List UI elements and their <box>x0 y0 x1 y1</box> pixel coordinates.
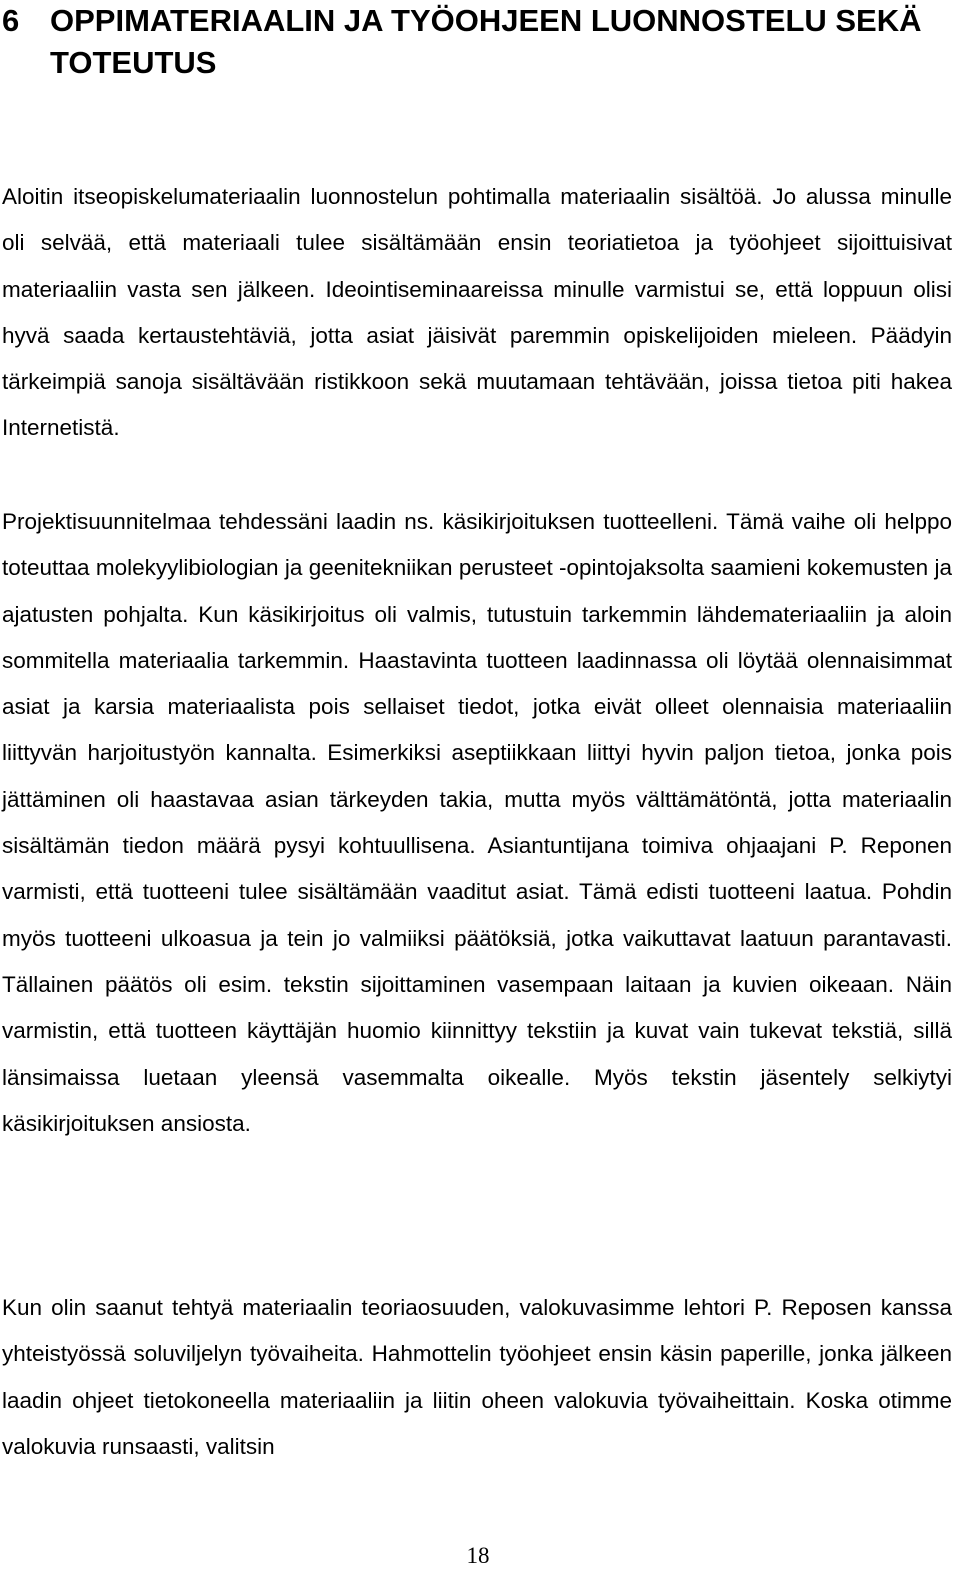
body-paragraph-2: Projektisuunnitelmaa tehdessäni laadin ns. käsikirjoituksen tuotteelleni. Tämä vaihe oli helppo toteuttaa molekyylibiologian ja geenitekniikan perusteet -opintojaksolta saamieni kokemusten ja ajatusten pohjalta. Kun käsikirjoitus oli valmis, tutustuin tarkemmin lähdemateriaaliin ja aloin sommitella materiaalia tarkemmin. Haastavinta tuotteen laadinnassa oli löytää olennaisimmat asiat ja karsia materiaalista pois sellaiset tiedot, jotka eivät olleet olennaisia materiaaliin liittyvän harjoitustyön kannalta. Esimerkiksi aseptiikkaan liittyi hyvin paljon tietoa, jonka pois jättäminen oli haastavaa asian tärkeyden takia, mutta myös välttämätöntä, jotta materiaalin sisältämän tiedon määrä pysyi kohtuullisena. Asiantuntijana toimiva ohjaajani P. Reponen varmisti, että tuotteeni tulee sisältämään vaaditut asiat. Tämä edisti tuotteeni laatua. Pohdin myös tuotteeni ulkoasua ja tein jo valmiiksi päätöksiä, jotka vaikuttavat laatuun parantavasti. Tällainen päätös oli esim. tekstin sijoittaminen vasempaan laitaan ja kuvien oikeaan. Näin varmistin, että tuotteen käyttäjän huomio kiinnittyy tekstiin ja kuvat vain tukevat tekstiä, sillä länsimaissa luetaan yleensä vasemmalta oikealle. Myös tekstin jäsentely selkiytyi käsikirjoituksen ansiosta. <box>2 509 952 1136</box>
body-paragraph-3: Kun olin saanut tehtyä materiaalin teoriaosuuden, valokuvasimme lehtori P. Reposen kanssa yhteistyössä soluviljelyn työvaiheita. Hahmottelin työohjeet ensin käsin paperille, jonka jälkeen laadin ohjeet tietokoneella materiaaliin ja liitin oheen valokuvia työvaiheittain. Koska otimme valokuvia runsaasti, valitsin <box>2 1295 952 1459</box>
section-heading <box>2 0 957 84</box>
page-number: 18 <box>466 1543 490 1568</box>
section-number: 6 <box>2 3 20 38</box>
body-paragraph-1: Aloitin itseopiskelumateriaalin luonnostelun pohtimalla materiaalin sisältöä. Jo alussa minulle oli selvää, että materiaali tulee sisältämään ensin teoriatietoa ja työohjeet sijoittuisivat materiaaliin vasta sen jälkeen. Ideointiseminaareissa minulle varmistui se, että loppuun olisi hyvä saada kertaustehtäviä, jotta asiat jäisivät paremmin opiskelijoiden mieleen. Päädyin tärkeimpiä sanoja sisältävään ristikkoon sekä muutamaan tehtävään, joissa tietoa piti hakea Internetistä. <box>2 184 952 441</box>
section-title: OPPIMATERIAALIN JA TYÖOHJEEN LUONNOSTELU SEKÄ TOTEUTUS <box>50 3 922 80</box>
